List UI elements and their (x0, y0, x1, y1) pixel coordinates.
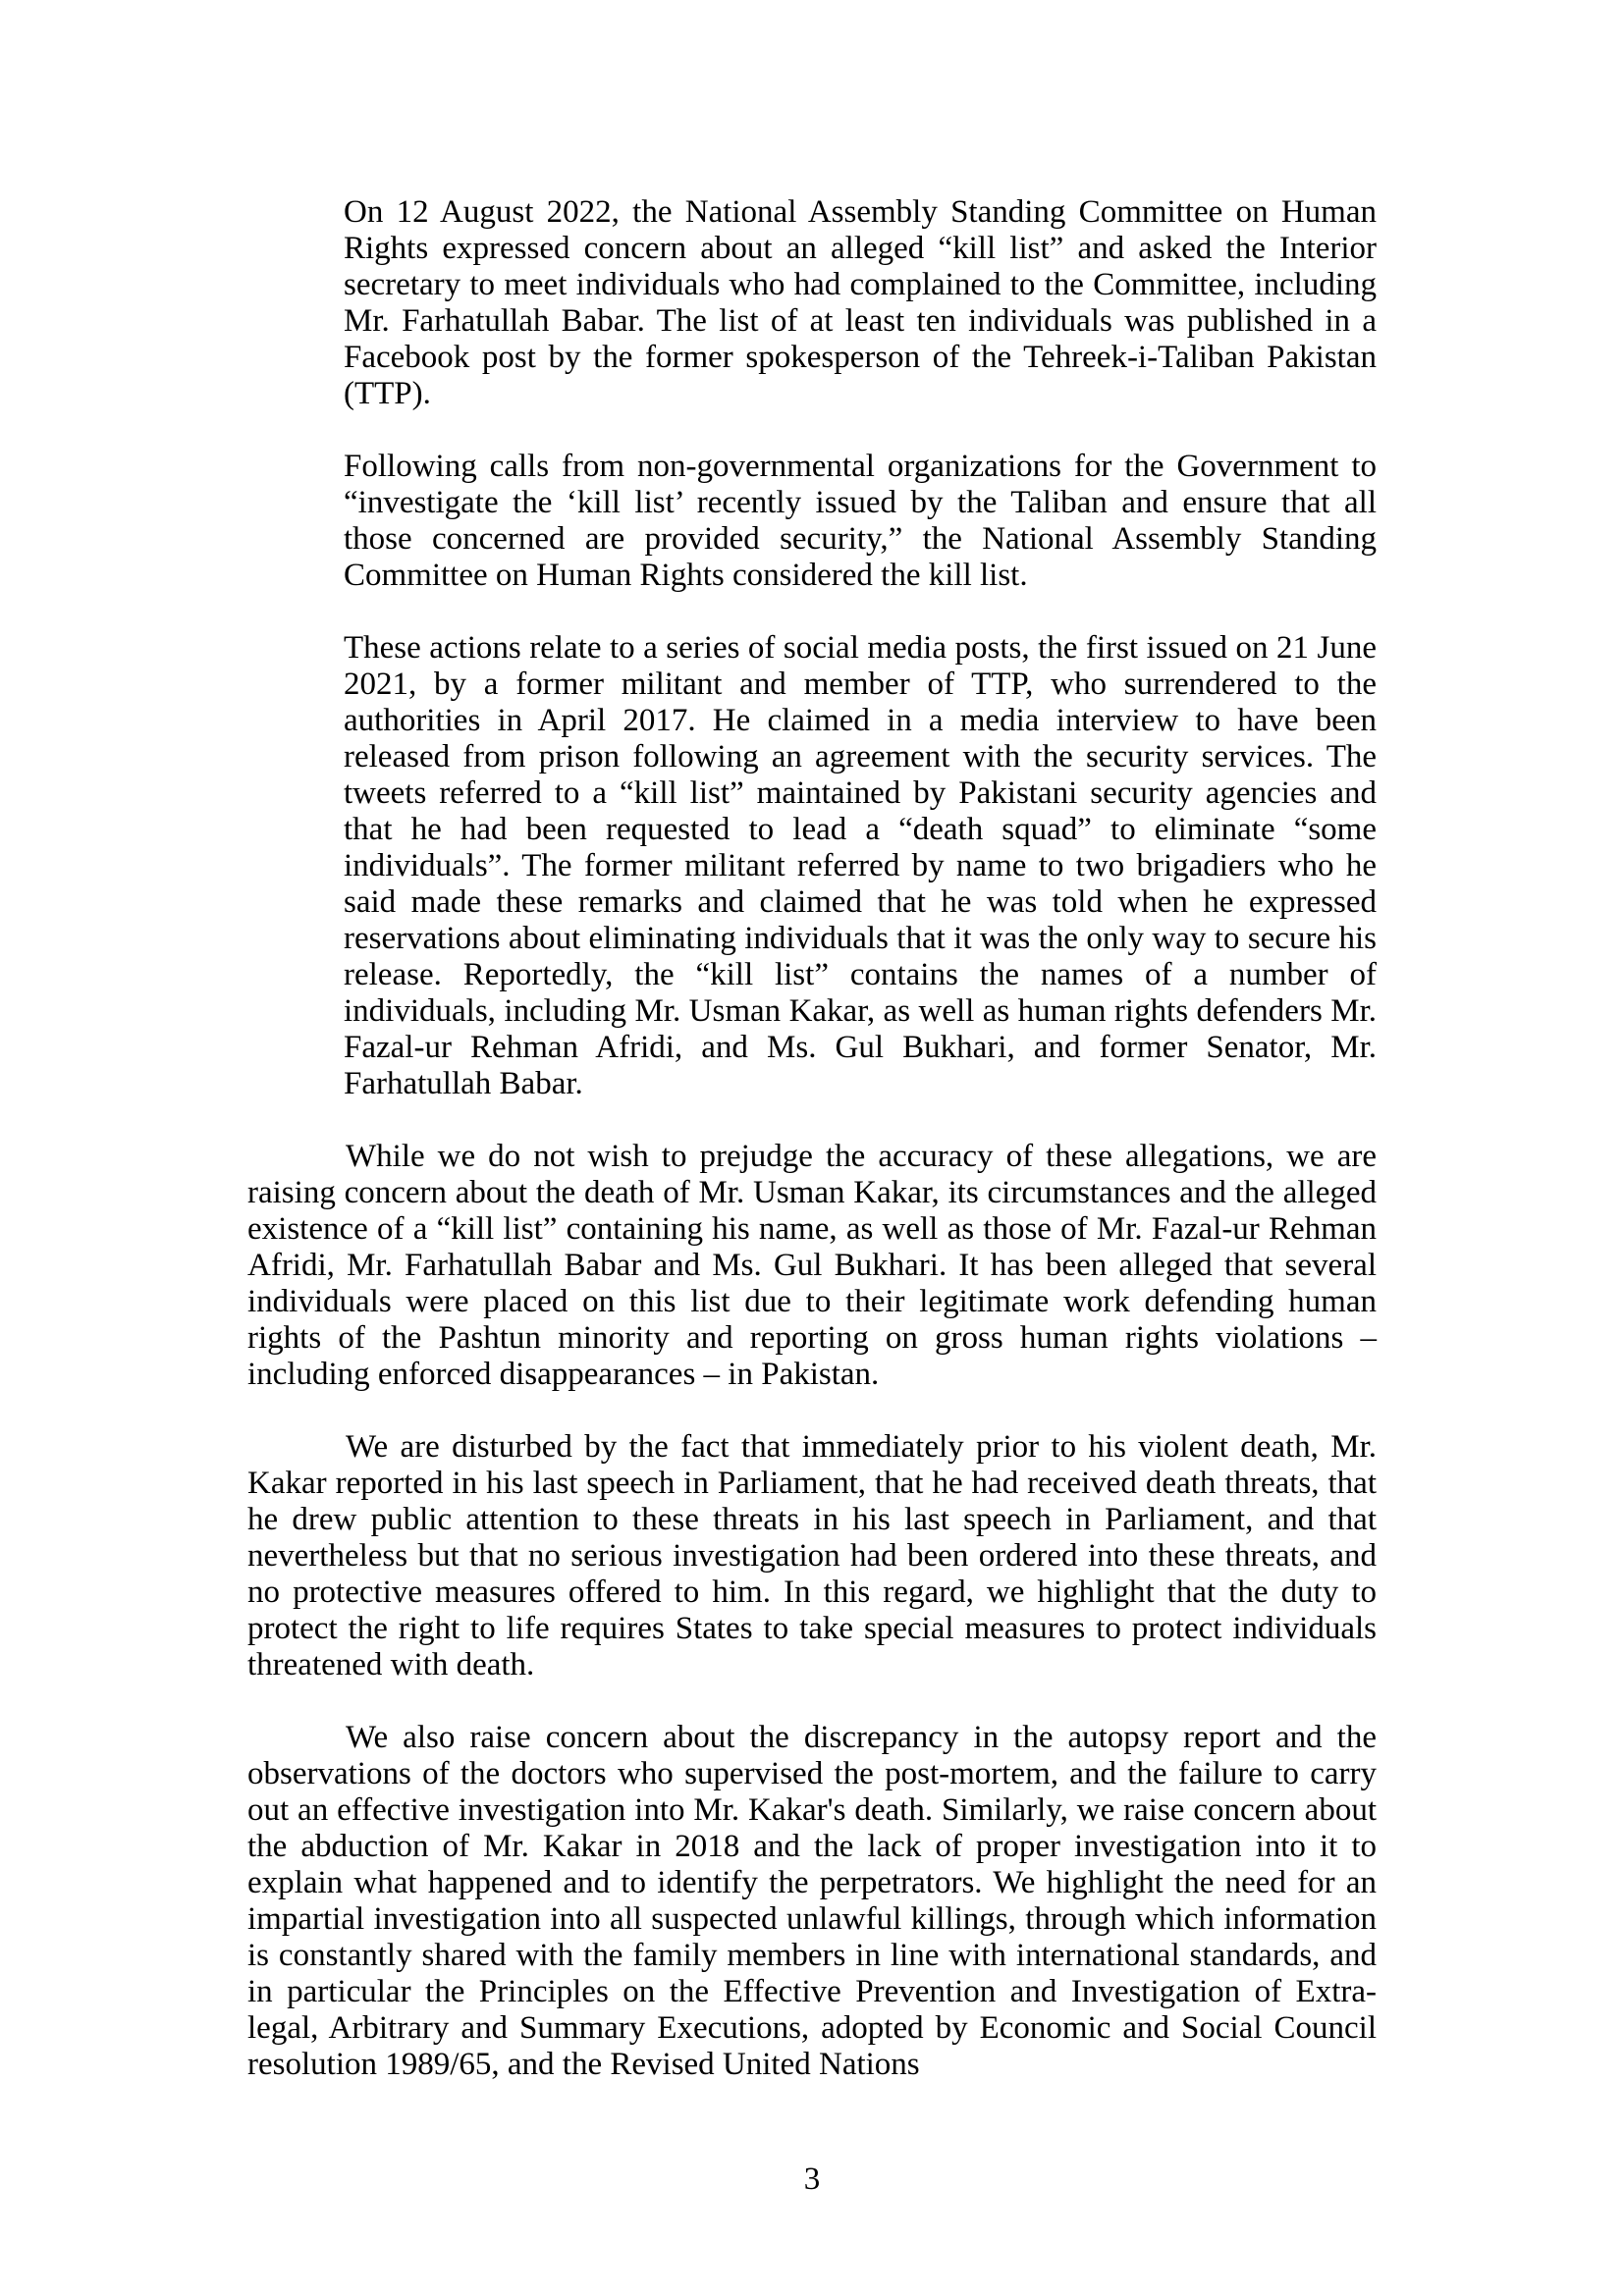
paragraph-social-media-posts: These actions relate to a series of social media posts, the first issued on 21 June 2021, by a former militant and member of TTP, who surrendered to the authorities in April 2017. He claimed in a media interview to have been released from prison following an agreement with the security services. The tweets referred to a “kill list” maintained by Pakistani security agencies and that he had been requested to lead a “death squad” to eliminate “some individuals”. The former militant referred by name to two brigadiers who he said made these remarks and claimed that he was told when he expressed reservations about eliminating individuals that it was the only way to secure his release. Reportedly, the “kill list” contains the names of a number of individuals, including Mr. Usman Kakar, as well as human rights defenders Mr. Fazal-ur Rehman Afridi, and Ms. Gul Bukhari, and former Senator, Mr. Farhatullah Babar. (344, 630, 1377, 1101)
paragraph-concern-death: While we do not wish to prejudge the accuracy of these allegations, we are raising concern about the death of Mr. Usman Kakar, its circumstances and the alleged existence of a “kill list” containing his name, as well as those of Mr. Fazal-ur Rehman Afridi, Mr. Farhatullah Babar and Ms. Gul Bukhari. It has been alleged that several individuals were placed on this list due to their legitimate work defending human rights of the Pashtun minority and reporting on gross human rights violations – including enforced disappearances – in Pakistan. (247, 1139, 1377, 1392)
paragraph-death-threats: We are disturbed by the fact that immediately prior to his violent death, Mr. Kakar reported in his last speech in Parliament, that he had received death threats, that he drew public attention to these threats in his last speech in Parliament, and that nevertheless but that no serious investigation had been ordered into these threats, and no protective measures offered to him. In this regard, we highlight that the duty to protect the right to life requires States to take special measures to protect individuals threatened with death. (247, 1429, 1377, 1682)
body-text (247, 194, 1377, 2119)
page-number: 3 (803, 2162, 821, 2197)
paragraph-ngo-calls: Following calls from non-governmental organizations for the Government to “investigate the ‘kill list’ recently issued by the Taliban and ensure that all those concerned are provided security,” the National Assembly Standing Committee on Human Rights considered the kill list. (344, 449, 1377, 593)
paragraph-autopsy-discrepancy: We also raise concern about the discrepancy in the autopsy report and the observations of the doctors who supervised the post-mortem, and the failure to carry out an effective investigation into Mr. Kakar's death. Similarly, we raise concern about the abduction of Mr. Kakar in 2018 and the lack of proper investigation into it to explain what happened and to identify the perpetrators. We highlight the need for an impartial investigation into all suspected unlawful killings, through which information is constantly shared with the family members in line with international standards, and in particular the Principles on the Effective Prevention and Investigation of Extra-legal, Arbitrary and Summary Executions, adopted by Economic and Social Council resolution 1989/65, and the Revised United Nations (247, 1720, 1377, 2082)
paragraph-kill-list-committee: On 12 August 2022, the National Assembly Standing Committee on Human Rights expressed concern about an alleged “kill list” and asked the Interior secretary to meet individuals who had complained to the Committee, including Mr. Farhatullah Babar. The list of at least ten individuals was published in a Facebook post by the former spokesperson of the Tehreek-i-Taliban Pakistan (TTP). (344, 194, 1377, 411)
